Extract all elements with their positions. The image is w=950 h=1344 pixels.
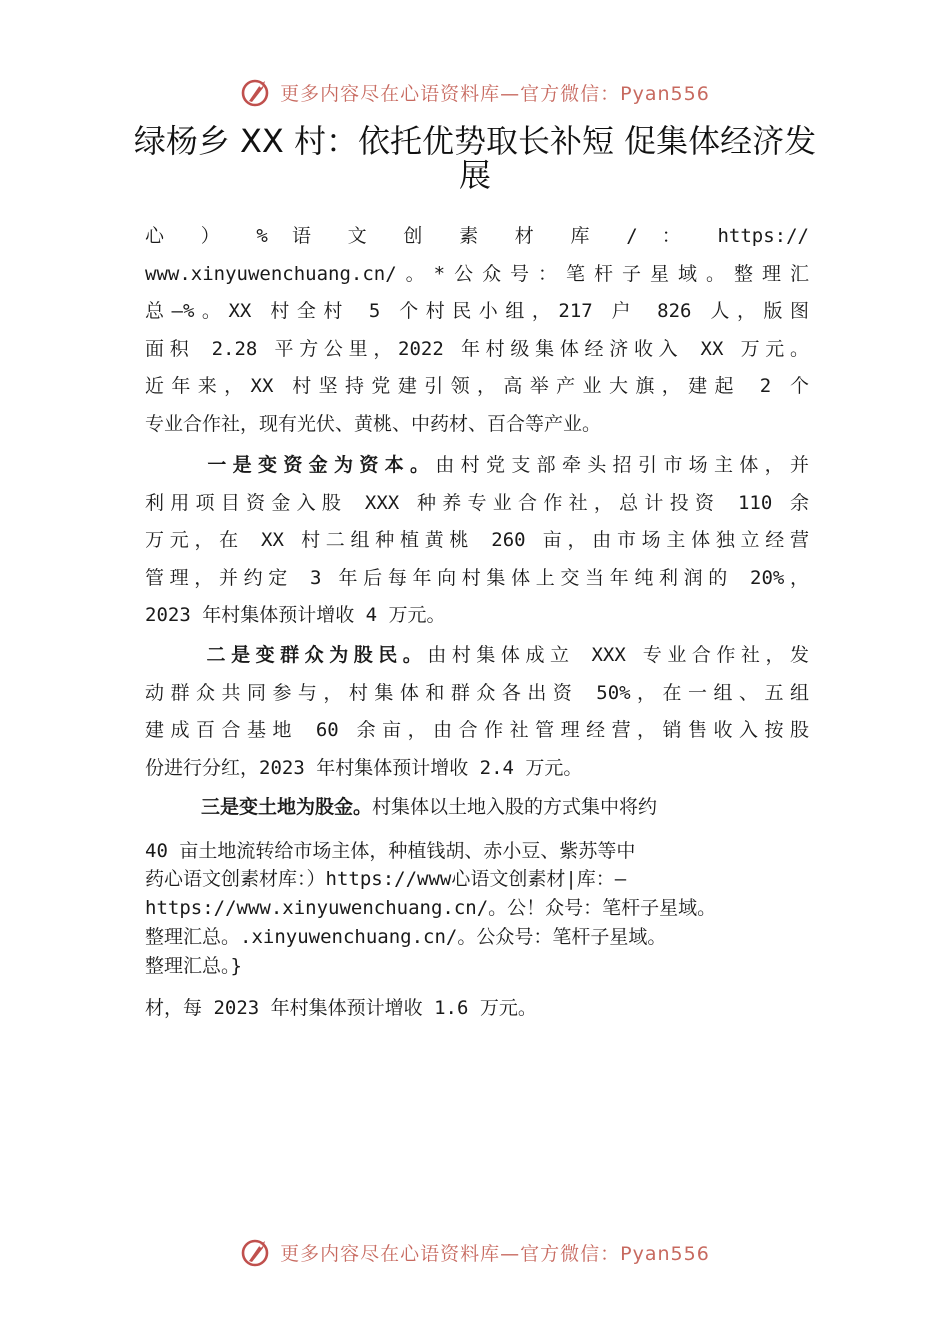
banner-text: 更多内容尽在心语资料库—官方微信：Pyan556	[280, 82, 710, 105]
pen-nib-logo-icon	[240, 75, 274, 109]
text-line	[145, 789, 809, 827]
paragraph-capital	[145, 447, 809, 635]
paragraph-land	[145, 789, 809, 827]
text-line: 动群众共同参与，村集体和群众各出资 50%，在一组、五组	[145, 681, 809, 704]
text-line: 万元，在 XX 村二组种植黄桃 260 亩，由市场主体独立经营	[145, 529, 809, 552]
paragraph-lead: 二是变群众为股民。	[201, 644, 428, 666]
text-segment: 由村党支部牵头招引市场主体，并	[435, 454, 809, 476]
text-line: 份进行分红，2023 年村集体预计增收 2.4 万元。	[145, 756, 583, 779]
text-line: 近年来，XX 村坚持党建引领，高举产业大旗，建起 2 个	[145, 375, 809, 398]
text-segment: 由村集体成立 XXX 专业合作社，发	[427, 644, 809, 666]
text-line: 总—%。XX 村全村 5 个村民小组，217 户 826 人，版图	[145, 300, 809, 323]
text-line: 心 ） % 语 文 创 素 材 库 / ： https://	[145, 225, 809, 247]
banner-text: 更多内容尽在心语资料库—官方微信：Pyan556	[280, 1242, 710, 1265]
paragraph-lead: 一是变资金为资本。	[201, 454, 436, 476]
document-title: 绿杨乡 XX 村：依托优势取长补短 促集体经济发展	[133, 122, 817, 194]
footer-banner	[0, 1232, 950, 1272]
pen-nib-logo-icon	[240, 1235, 274, 1269]
paragraph-lead: 三是变土地为股金。	[201, 796, 373, 818]
paragraph-shareholders	[145, 637, 809, 787]
paragraph-intro	[145, 218, 809, 444]
text-line	[145, 637, 809, 675]
text-line: 建成百合基地 60 余亩，由合作社管理经营，销售收入按股	[145, 719, 809, 742]
text-line: 40 亩土地流转给市场主体，种植钱胡、赤小豆、紫苏等中	[145, 840, 636, 862]
text-line: 专业合作社，现有光伏、黄桃、中药材、百合等产业。	[145, 412, 602, 435]
text-line: 材，每 2023 年村集体预计增收 1.6 万元。	[145, 997, 537, 1019]
text-line: 利用项目资金入股 XXX 种养专业合作社，总计投资 110 余	[145, 491, 809, 514]
watermark-text-block: 药心语文创素材库：）https://www心语文创素材|库：— https://www.xinyuwenchuang.cn/。公！众号：笔杆子星域。 整理汇总。.xinyuwenchuang.cn/。公众号：笔杆子星域。 整理汇总。}	[145, 868, 717, 977]
text-line	[145, 447, 809, 485]
text-line: 2023 年村集体预计增收 4 万元。	[145, 604, 446, 627]
text-line: 管理，并约定 3 年后每年向村集体上交当年纯利润的 20%，	[145, 566, 809, 589]
text-segment: 村集体以土地入股的方式集中将约	[372, 796, 658, 818]
text-line: 面积 2.28 平方公里，2022 年村级集体经济收入 XX 万元。	[145, 337, 809, 360]
header-banner	[0, 72, 950, 112]
text-line: www.xinyuwenchuang.cn/。*公众号：笔杆子星域。整理汇	[145, 262, 809, 285]
